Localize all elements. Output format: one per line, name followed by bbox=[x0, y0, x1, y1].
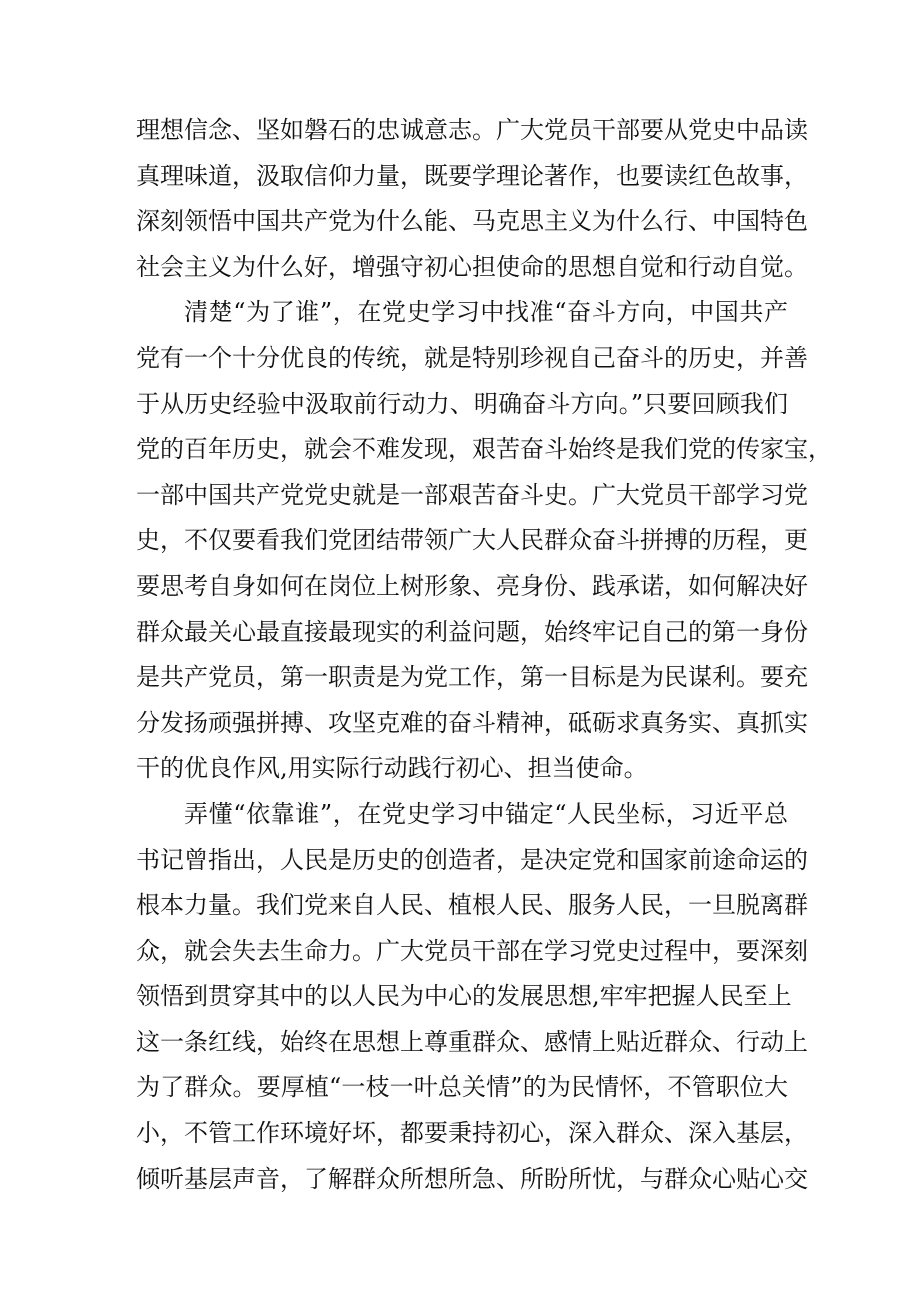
text-line: 书记曾指出，人民是历史的创造者，是决定党和国家前途命运的 bbox=[136, 845, 808, 874]
text-line: 干的优良作风,用实际行动践行初心、担当使命。 bbox=[136, 754, 648, 783]
text-line: 倾听基层声音，了解群众所想所急、所盼所忧，与群众心贴心交 bbox=[136, 1164, 808, 1193]
paragraph-first-line: 弄懂“依靠谁”，在党史学习中锚定“人民坐标，习近平总 bbox=[184, 799, 788, 828]
text-line: 分发扬顽强拼搏、攻坚克难的奋斗精神，砥砺求真务实、真抓实 bbox=[136, 708, 808, 737]
text-line: 为了群众。要厚植“一枝一叶总关情”的为民情怀，不管职位大 bbox=[136, 1073, 788, 1102]
body-text bbox=[136, 108, 832, 1202]
text-line: 党有一个十分优良的传统，就是特别珍视自己奋斗的历史，并善 bbox=[136, 343, 808, 372]
text-line: 深刻领悟中国共产党为什么能、马克思主义为什么行、中国特色 bbox=[136, 207, 808, 236]
text-line: 党的百年历史，就会不难发现，艰苦奋斗始终是我们党的传家宝， bbox=[136, 435, 832, 464]
text-line: 众，就会失去生命力。广大党员干部在学习党史过程中，要深刻 bbox=[136, 936, 808, 965]
text-line: 一部中国共产党党史就是一部艰苦奋斗史。广大党员干部学习党 bbox=[136, 480, 808, 509]
text-line: 这一条红线，始终在思想上尊重群众、感情上贴近群众、行动上 bbox=[136, 1027, 808, 1056]
text-line: 史，不仅要看我们党团结带领广大人民群众奋斗拼搏的历程，更 bbox=[136, 526, 808, 555]
text-line: 要思考自身如何在岗位上树形象、亮身份、践承诺，如何解决好 bbox=[136, 571, 808, 600]
paragraph-first-line: 清楚“为了谁”，在党史学习中找准“奋斗方向，中国共产 bbox=[184, 298, 788, 327]
text-line: 根本力量。我们党来自人民、植根人民、服务人民，一旦脱离群 bbox=[136, 891, 808, 920]
text-line: 于从历史经验中汲取前行动力、明确奋斗方向。”只要回顾我们 bbox=[136, 389, 788, 418]
text-line: 领悟到贯穿其中的以人民为中心的发展思想,牢牢把握人民至上 bbox=[136, 982, 792, 1011]
text-line: 真理味道，汲取信仰力量，既要学理论著作，也要读红色故事， bbox=[136, 161, 808, 190]
text-line: 是共产党员，第一职责是为党工作，第一目标是为民谋利。要充 bbox=[136, 663, 808, 692]
text-line: 群众最关心最直接最现实的利益问题，始终牢记自己的第一身份 bbox=[136, 617, 808, 646]
text-line: 社会主义为什么好，增强守初心担使命的思想自觉和行动自觉。 bbox=[136, 252, 808, 281]
text-line: 小，不管工作环境好坏，都要秉持初心，深入群众、深入基层， bbox=[136, 1119, 808, 1148]
text-line: 理想信念、坚如磐石的忠诚意志。广大党员干部要从党史中品读 bbox=[136, 116, 808, 144]
